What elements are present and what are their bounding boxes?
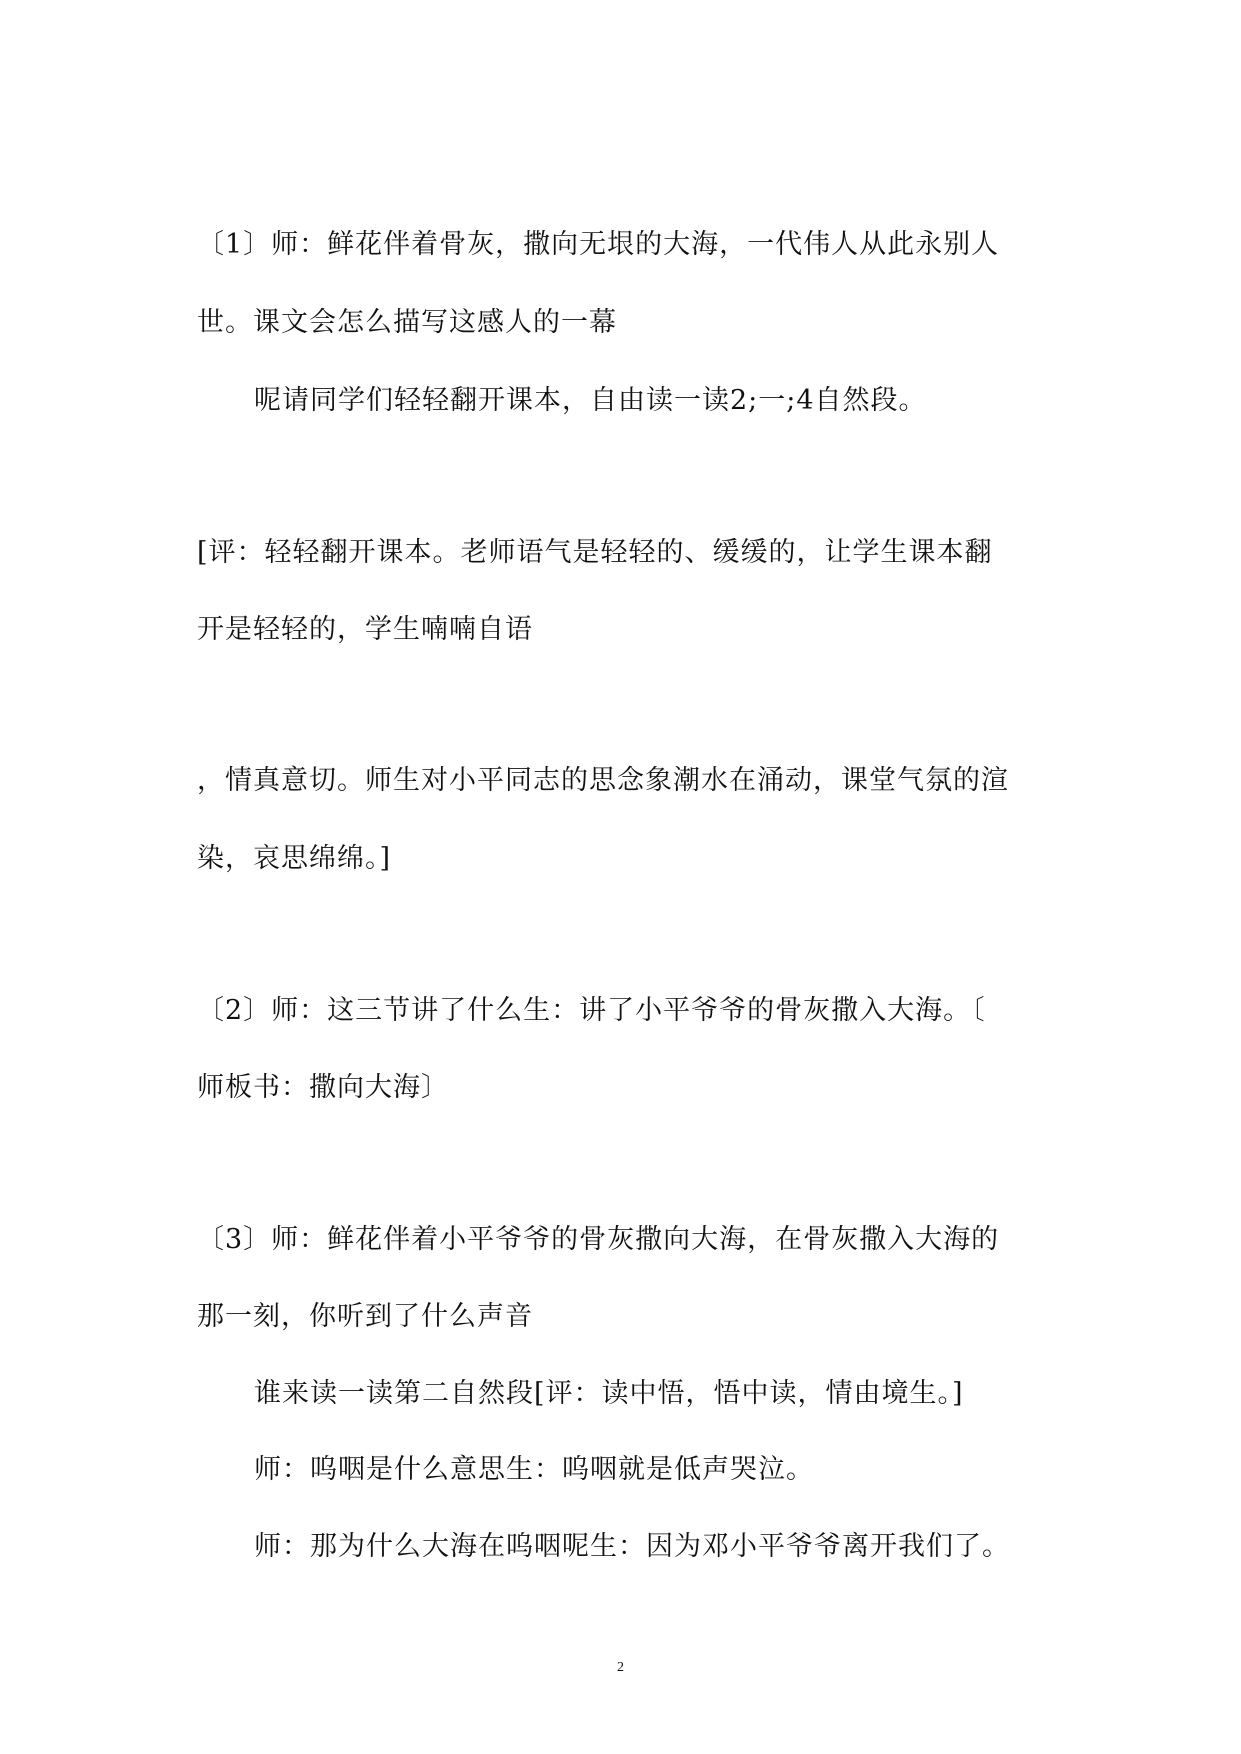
paragraph-2-line-1: 〔2〕师：这三节讲了什么生：讲了小平爷爷的骨灰撒入大海。〔 <box>197 995 986 1026</box>
paragraph-3-line-3: 谁来读一读第二自然段[评：读中悟，悟中读，情由境生。] <box>254 1378 964 1409</box>
dialogue-line-1: 师：呜咽是什么意思生：呜咽就是低声哭泣。 <box>254 1454 814 1485</box>
paragraph-3-line-1: 〔3〕师：鲜花伴着小平爷爷的骨灰撒向大海，在骨灰撒入大海的 <box>197 1224 1000 1255</box>
page-number: 2 <box>617 1660 624 1675</box>
comment-line-2: 开是轻轻的，学生喃喃自语 <box>197 614 533 645</box>
comment-line-3: ，情真意切。师生对小平同志的思念象潮水在涌动，课堂气氛的渲 <box>197 765 1009 796</box>
paragraph-2-line-2: 师板书：撒向大海〕 <box>197 1072 449 1103</box>
comment-line-1: [评：轻轻翻开课本。老师语气是轻轻的、缓缓的，让学生课本翻 <box>197 537 993 568</box>
paragraph-3-line-2: 那一刻，你听到了什么声音 <box>197 1301 533 1332</box>
comment-line-4: 染，哀思绵绵。] <box>197 843 392 874</box>
paragraph-1-line-1: 〔1〕师：鲜花伴着骨灰，撒向无垠的大海，一代伟人从此永别人 <box>197 229 1000 260</box>
paragraph-1-line-3: 呢请同学们轻轻翻开课本，自由读一读2;一;4自然段。 <box>254 385 927 416</box>
dialogue-line-2: 师：那为什么大海在呜咽呢生：因为邓小平爷爷离开我们了。 <box>254 1531 1010 1562</box>
paragraph-1-line-2: 世。课文会怎么描写这感人的一幕 <box>197 307 617 338</box>
